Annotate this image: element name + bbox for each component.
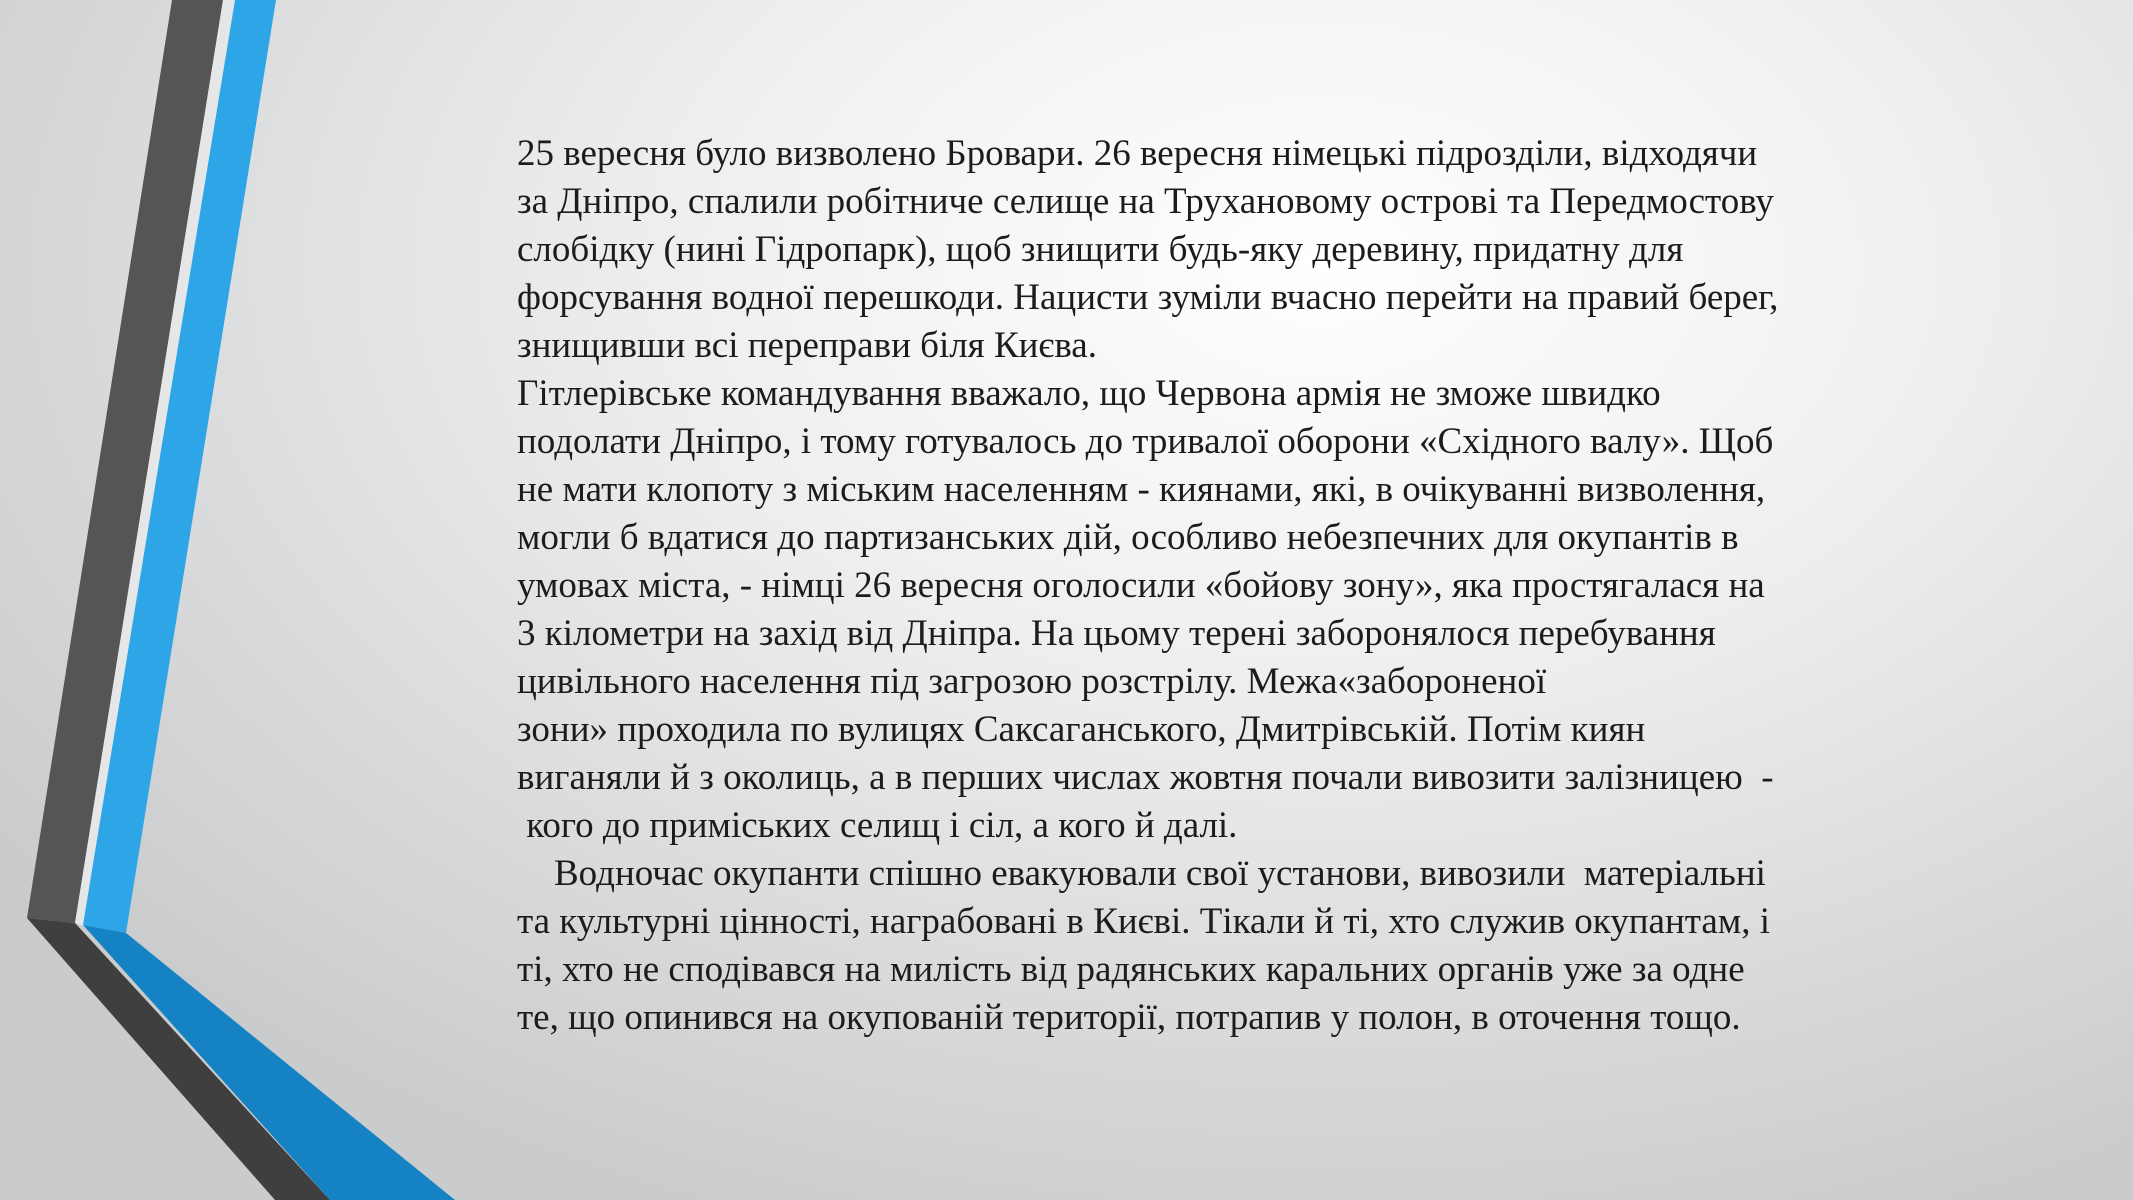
text-line: цивільного населення під загрозою розстрілу. Межа«забороненої — [517, 661, 1547, 702]
text-line: не мати клопоту з міським населенням - киянами, які, в очікуванні визволення, — [517, 469, 1766, 510]
dark-gray-lower-stripe — [27, 918, 330, 1200]
text-line: Водночас окупанти спішно евакуювали свої установи, вивозили матеріальні — [517, 853, 1766, 894]
text-line: за Дніпро, спалили робітниче селище на Трухановому острові та Передмостову — [517, 181, 1774, 222]
text-line: Гітлерівське командування вважало, що Червона армія не зможе швидко — [517, 373, 1661, 414]
text-line: подолати Дніпро, і тому готувалось до тривалої оборони «Східного валу». Щоб — [517, 421, 1774, 462]
slide-body-text — [517, 130, 1882, 1042]
text-line: 25 вересня було визволено Бровари. 26 вересня німецькі підрозділи, відходячи — [517, 133, 1758, 174]
text-line: кого до приміських селищ і сіл, а кого й далі. — [517, 805, 1238, 846]
text-line: слобідку (нині Гідропарк), щоб знищити будь-яку деревину, придатну для — [517, 229, 1684, 270]
text-line: те, що опинився на окупованій території, потрапив у полон, в оточення тощо. — [517, 997, 1741, 1038]
text-line: ті, хто не сподівався на милість від радянських каральних органів уже за одне — [517, 949, 1745, 990]
text-line: форсування водної перешкоди. Нацисти зуміли вчасно перейти на правий берег, — [517, 277, 1779, 318]
text-line: знищивши всі переправи біля Києва. — [517, 325, 1097, 366]
text-line: умовах міста, - німці 26 вересня оголосили «бойову зону», яка простягалася на — [517, 565, 1765, 606]
text-line: зони» проходила по вулицях Саксаганського, Дмитрівській. Потім киян — [517, 709, 1646, 750]
text-line: виганяли й з околиць, а в перших числах жовтня почали вивозити залізницею - — [517, 757, 1774, 798]
text-line: могли б вдатися до партизанських дій, особливо небезпечних для окупантів в — [517, 517, 1739, 558]
text-line: 3 кілометри на захід від Дніпра. На цьому терені заборонялося перебування — [517, 613, 1716, 654]
text-line: та культурні цінності, награбовані в Києві. Тікали й ті, хто служив окупантам, і — [517, 901, 1771, 942]
